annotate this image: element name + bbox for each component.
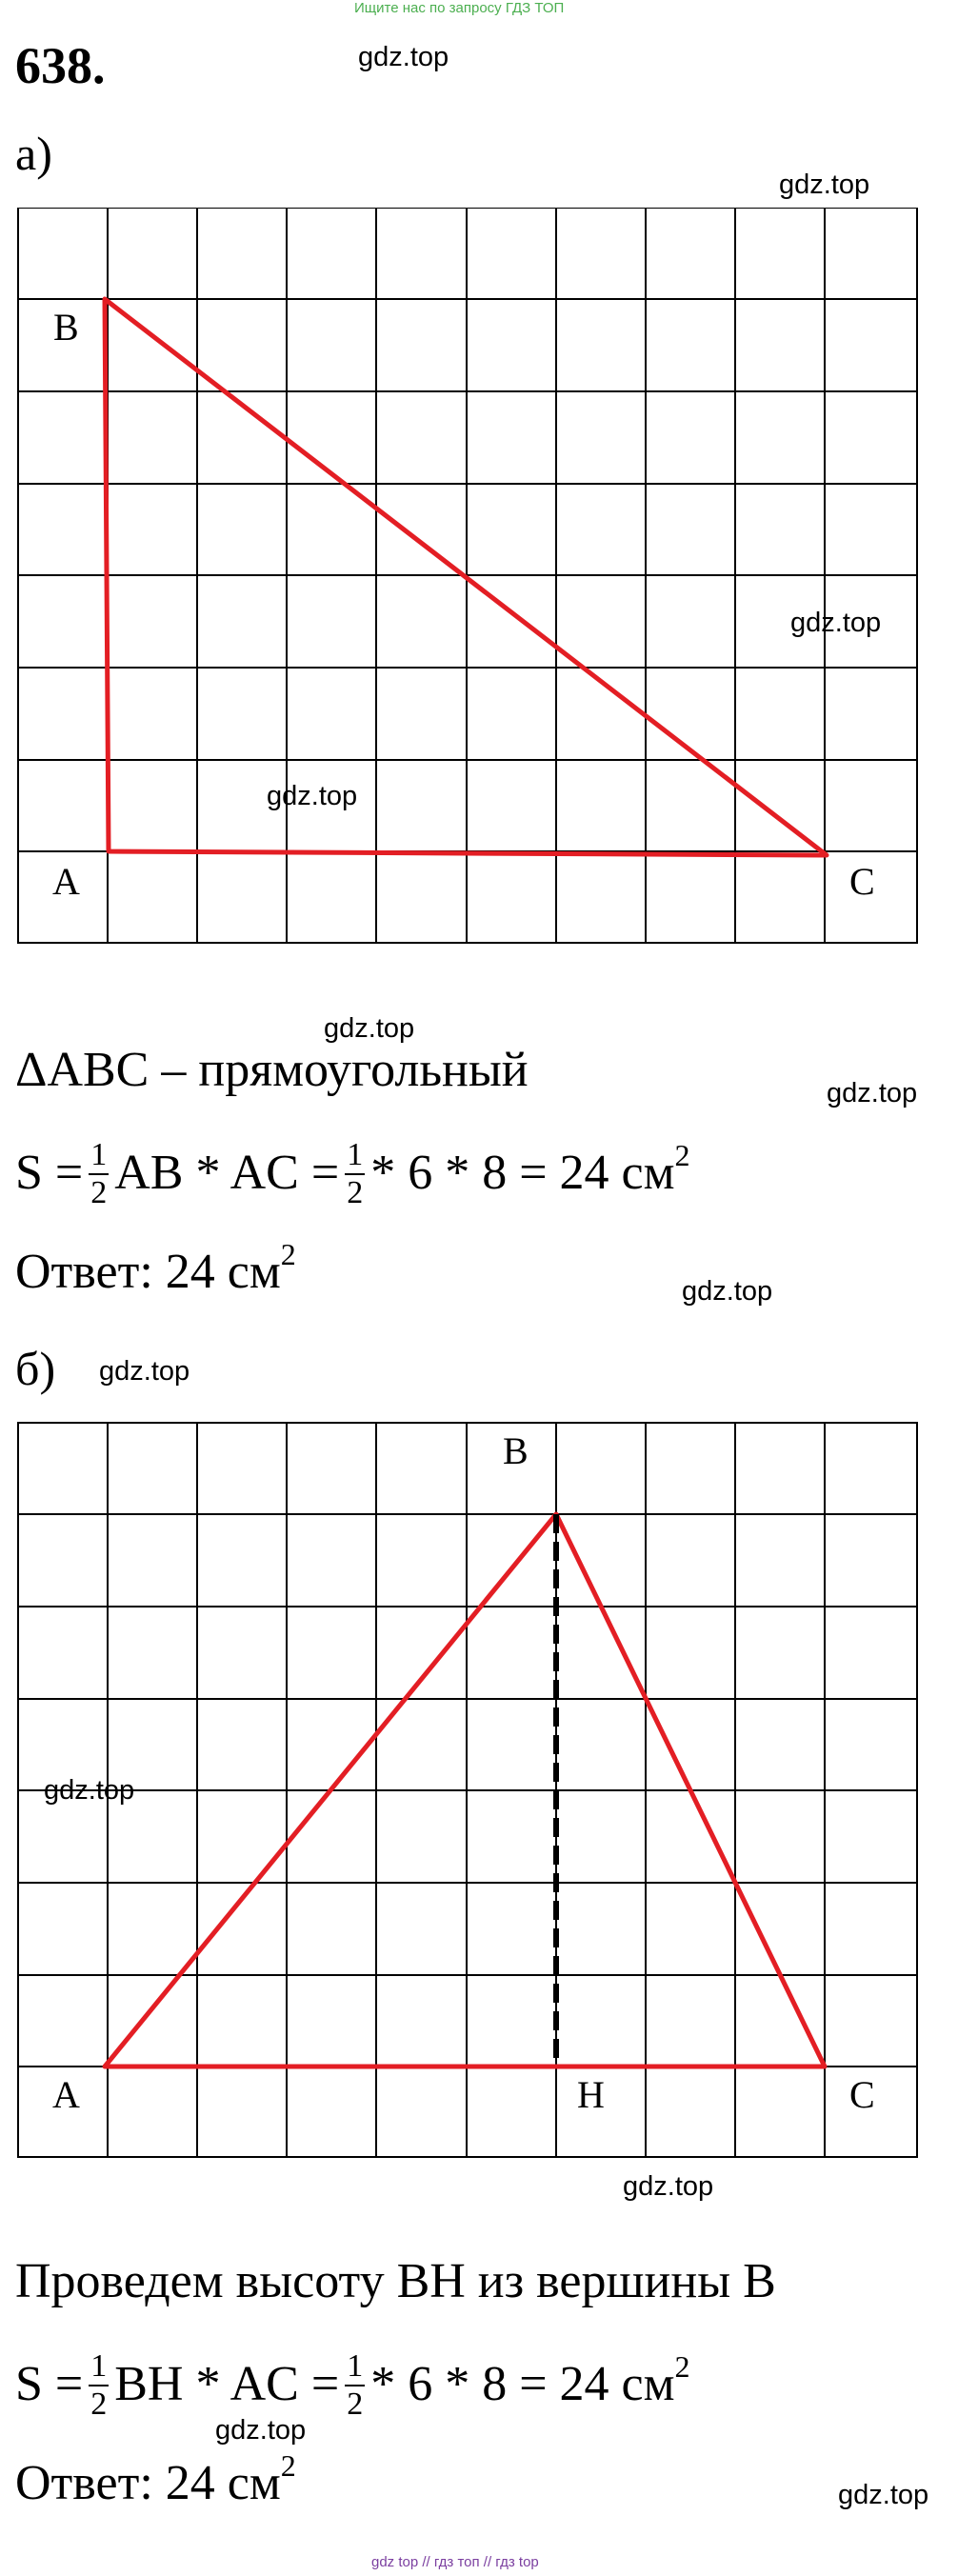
vertex-c-label: C — [849, 2073, 875, 2116]
watermark: gdz.top — [682, 1276, 773, 1307]
top-banner[interactable]: Ищите нас по запросу ГДЗ ТОП — [354, 0, 565, 16]
grid-figure-a — [17, 208, 920, 946]
formula-exponent: 2 — [674, 2348, 690, 2384]
part-b-answer: Ответ: 24 см $^2$ — [15, 2448, 296, 2510]
watermark: gdz.top — [44, 1775, 135, 1806]
vertex-c-label: C — [849, 860, 875, 903]
watermark: gdz.top — [623, 2171, 714, 2202]
watermark: gdz.top — [99, 1356, 190, 1387]
watermark: gdz.top — [779, 170, 870, 200]
fraction-half: $\frac{1}{2}$ — [347, 2348, 364, 2422]
fraction-half: $\frac{1}{2}$ — [347, 1137, 364, 1210]
vertex-b-label: B — [53, 306, 79, 349]
grid-figure-b — [17, 1422, 920, 2160]
formula-middle: AB * AC = — [114, 1145, 340, 1200]
formula-exponent: 2 — [674, 1137, 690, 1172]
watermark: gdz.top — [358, 42, 449, 72]
watermark: gdz.top — [267, 781, 358, 811]
vertex-b-label: B — [503, 1429, 529, 1472]
formula-rest: * 6 * 8 = 24 см — [370, 1145, 675, 1200]
task-number: 638. — [15, 37, 106, 94]
watermark: gdz.top — [324, 1013, 415, 1044]
watermark: gdz.top — [215, 2415, 307, 2446]
part-a-statement: ΔABC – прямоугольный — [15, 1043, 529, 1097]
part-a-answer: Ответ: 24 см $^2$ — [15, 1237, 296, 1299]
part-b-label: б) — [15, 1342, 56, 1395]
part-a-label: а) — [15, 127, 52, 180]
vertex-h-label: H — [577, 2073, 605, 2116]
watermark: gdz.top — [838, 2480, 929, 2510]
watermark: gdz.top — [827, 1078, 918, 1108]
part-a-formula — [15, 1137, 690, 1208]
formula-lhs: S = — [15, 1145, 84, 1200]
watermark: gdz.top — [790, 608, 882, 638]
bottom-banner[interactable]: gdz top // гдз топ // гдз top — [371, 2554, 539, 2570]
formula-rest: * 6 * 8 = 24 см — [370, 2356, 675, 2411]
formula-middle: BH * AC = — [114, 2356, 340, 2411]
part-b-formula — [15, 2348, 690, 2422]
fraction-half: $\frac{1}{2}$ — [90, 2348, 108, 2422]
grid-lines — [17, 1422, 918, 2158]
part-b-statement: Проведем высоту BH из вершины B — [15, 2254, 776, 2308]
vertex-a-label: A — [52, 2073, 80, 2116]
formula-lhs: S = — [15, 2356, 84, 2411]
fraction-half: $\frac{1}{2}$ — [90, 1137, 108, 1210]
vertex-a-label: A — [52, 860, 80, 903]
